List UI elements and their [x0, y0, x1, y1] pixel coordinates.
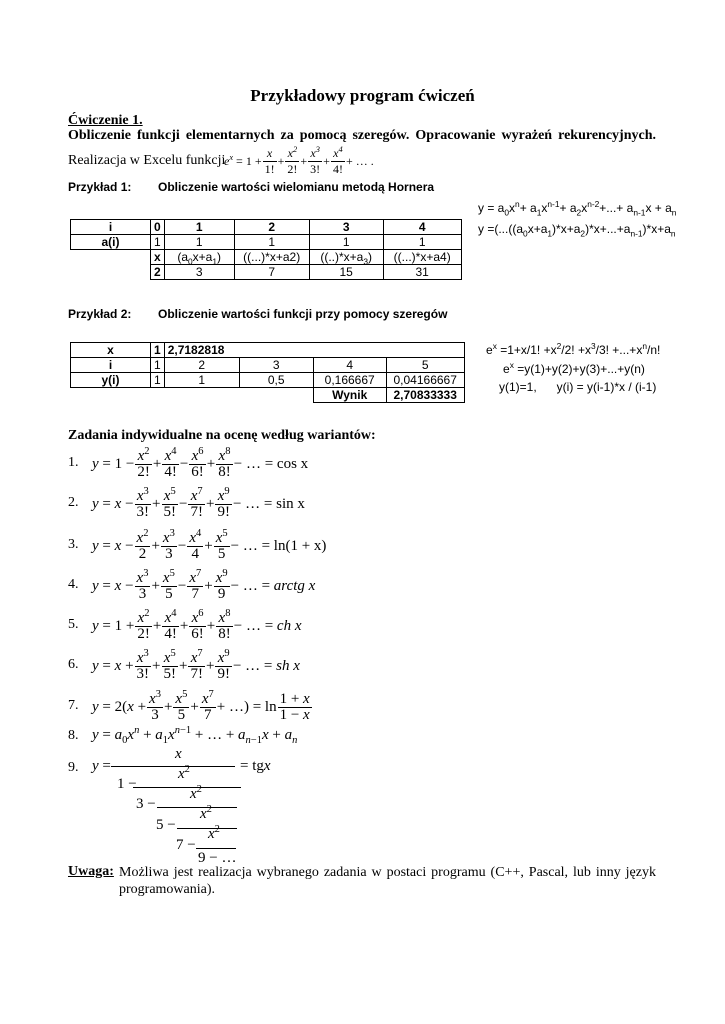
table-row — [71, 220, 462, 235]
table-cell: 1 — [383, 235, 461, 250]
horner-table — [70, 219, 462, 280]
table-cell: 1 — [164, 373, 239, 388]
series-table — [70, 342, 465, 403]
table-cell: 0,5 — [239, 373, 313, 388]
table-cell: 15 — [309, 265, 383, 280]
task-result: ln — [264, 698, 277, 715]
example1-poly-formula: $y = a_0x^n+ a_1x^{n-1}+ a_2x^{n-2}+...+ a_{n-1}x + a_n$ — [478, 199, 677, 218]
table-cell: y(i) — [71, 373, 151, 388]
task-result: sin x — [276, 495, 305, 512]
task-equation: y = x + $\frac{x^3}{3!}$ + $\frac{x^5}{5!}$ + $\frac{x^7}{7!}$ + $\frac{x^9}{9!}$ − … = sh x — [92, 647, 300, 682]
table-row — [71, 373, 465, 388]
table-cell: Wynik — [313, 388, 386, 403]
task-number: 6. — [68, 657, 79, 672]
table-row — [71, 250, 462, 265]
cf-denominator: 3 − — [136, 796, 156, 812]
table-cell: i — [71, 358, 151, 373]
table-cell: 1 — [151, 235, 165, 250]
table-cell: 7 — [234, 265, 309, 280]
task-equation: y = x − $\frac{x^3}{3!}$ + $\frac{x^5}{5!}$ − $\frac{x^7}{7!}$ + $\frac{x^9}{9!}$ − … = sin x — [92, 485, 305, 520]
table-cell: 3 — [239, 358, 313, 373]
task-equation: y = 1 − $\frac{x^2}{2!}$ + $\frac{x^4}{4!}$ − $\frac{x^6}{6!}$ + $\frac{x^8}{8!}$ − … = cos x — [92, 445, 309, 480]
task-equation: y = x − $\frac{x^3}{3}$ + $\frac{x^5}{5}$ − $\frac{x^7}{7}$ + $\frac{x^9}{9}$ − … = arctg x — [92, 567, 316, 602]
task-number: 7. — [68, 698, 79, 713]
example2-label: Przykład 2: — [68, 307, 132, 321]
table-cell: a(i) — [71, 235, 151, 250]
table-row — [71, 265, 462, 280]
task-number: 5. — [68, 617, 79, 632]
example1-title: Obliczenie wartości wielomianu metodą Hornera — [158, 180, 435, 194]
table-cell: 3 — [164, 265, 234, 280]
table-cell: 1 — [234, 235, 309, 250]
table-cell: 31 — [383, 265, 461, 280]
task-result: ch x — [276, 617, 302, 634]
example2-rec-formula: y(1)=1, y(i) = y(i-1)*x / (i-1) — [499, 380, 657, 394]
task-number: 9. — [68, 760, 79, 775]
task-number: 3. — [68, 537, 79, 552]
task-equation: y = x − $\frac{x^2}{2}$ + $\frac{x^3}{3}$ − $\frac{x^4}{4}$ + $\frac{x^5}{5}$ − … = ln(1 + x) — [92, 527, 327, 562]
table-cell: ((...)*x+a4) — [383, 250, 461, 265]
table-cell: 4 — [383, 220, 461, 235]
task-result: sh x — [276, 657, 300, 674]
table-cell: 2,70833333 — [386, 388, 464, 403]
table-row — [71, 235, 462, 250]
table-cell: 2,7182818 — [164, 343, 239, 358]
cf-denominator: 5 − — [156, 817, 176, 833]
cf-denominator: 1 − — [117, 776, 137, 792]
task-number: 2. — [68, 495, 79, 510]
table-cell: 2 — [164, 358, 239, 373]
table-cell: x — [151, 250, 165, 265]
table-cell: 4 — [313, 358, 386, 373]
table-cell: $((..)*x+a_3)$ — [309, 250, 383, 265]
note-text: Możliwa jest realizacja wybranego zadania w postaci programu (C++, Pascal, lub inny język programowania). — [119, 865, 656, 897]
task-number: 4. — [68, 577, 79, 592]
table-cell: 1 — [151, 373, 165, 388]
table-cell: 3 — [309, 220, 383, 235]
table-cell: 5 — [386, 358, 464, 373]
task-number: 8. — [68, 728, 79, 743]
note-label: Uwaga: — [68, 864, 114, 879]
table-cell: ((...)*x+a2) — [234, 250, 309, 265]
table-cell: $(a_0x+a_1)$ — [164, 250, 234, 265]
page-title: Przykładowy program ćwiczeń — [250, 86, 475, 105]
table-cell: 2 — [151, 265, 165, 280]
table-cell: 0,166667 — [313, 373, 386, 388]
table-cell: 0,04166667 — [386, 373, 464, 388]
cf-denominator: 7 − — [176, 837, 196, 853]
example1-label: Przykład 1: — [68, 180, 132, 194]
table-cell: i — [71, 220, 151, 235]
task-equation: y = 2(x + $\frac{x^3}{3}$ + $\frac{x^5}{5}$ + $\frac{x^7}{7}$ + …) = ln $\frac{1 + x}{1 - x}$ — [92, 688, 310, 723]
table-cell: 0 — [151, 220, 165, 235]
tasks-heading: Zadania indywidualne na ocenę według wariantów: — [68, 428, 376, 443]
table-row — [71, 358, 465, 373]
table-cell: x — [71, 343, 151, 358]
table-cell: 1 — [164, 220, 234, 235]
table-row — [71, 388, 465, 403]
table-cell: 1 — [164, 235, 234, 250]
table-cell: 1 — [151, 358, 165, 373]
exercise-heading: Ćwiczenie 1. — [68, 113, 143, 128]
table-cell: 2 — [234, 220, 309, 235]
task-equation: y = 1 + $\frac{x^2}{2!}$ + $\frac{x^4}{4!}$ + $\frac{x^6}{6!}$ + $\frac{x^8}{8!}$ − … = ch x — [92, 607, 302, 642]
table-cell: 1 — [151, 343, 165, 358]
cf-denominator: 9 − … — [198, 850, 237, 866]
task-number: 1. — [68, 455, 79, 470]
task-result: cos x — [276, 455, 309, 472]
example2-title: Obliczenie wartości funkcji przy pomocy szeregów — [158, 307, 448, 321]
example2-sum-formula: $e^x =y(1)+y(2)+y(3)+...+y(n)$ — [503, 360, 645, 376]
example1-horner-formula: $y =(...((a_0x+a_1)*x+a_2)*x+...+a_{n-1})*x+a_n$ — [478, 222, 676, 239]
exercise-subtitle: Obliczenie funkcji elementarnych za pomocą szeregów. Opracowanie wyrażeń rekurencyjnych. — [68, 128, 656, 143]
example2-series-formula: $e^x =1+x/1$! $+x^2/2$! $+x^3/3$! $+...+x^n/n$! — [486, 341, 661, 357]
task-result: arctg x — [273, 577, 316, 594]
excel-formula: $e^x$ = 1 + $\frac{x}{1!}$ + $\frac{x^2}{2!}$ + $\frac{x^3}{3!}$ + $\frac{x^4}{4!}$ + … . — [224, 144, 374, 176]
table-row — [71, 343, 465, 358]
task-equation: $y = a_0x^n + a_1x^{n-1}$ + … + $a_{n-1}x + a_n$ — [92, 725, 298, 746]
excel-label: Realizacja w Excelu funkcji — [68, 153, 226, 168]
table-cell: 1 — [309, 235, 383, 250]
task-result: ln(1 + x) — [273, 537, 327, 554]
